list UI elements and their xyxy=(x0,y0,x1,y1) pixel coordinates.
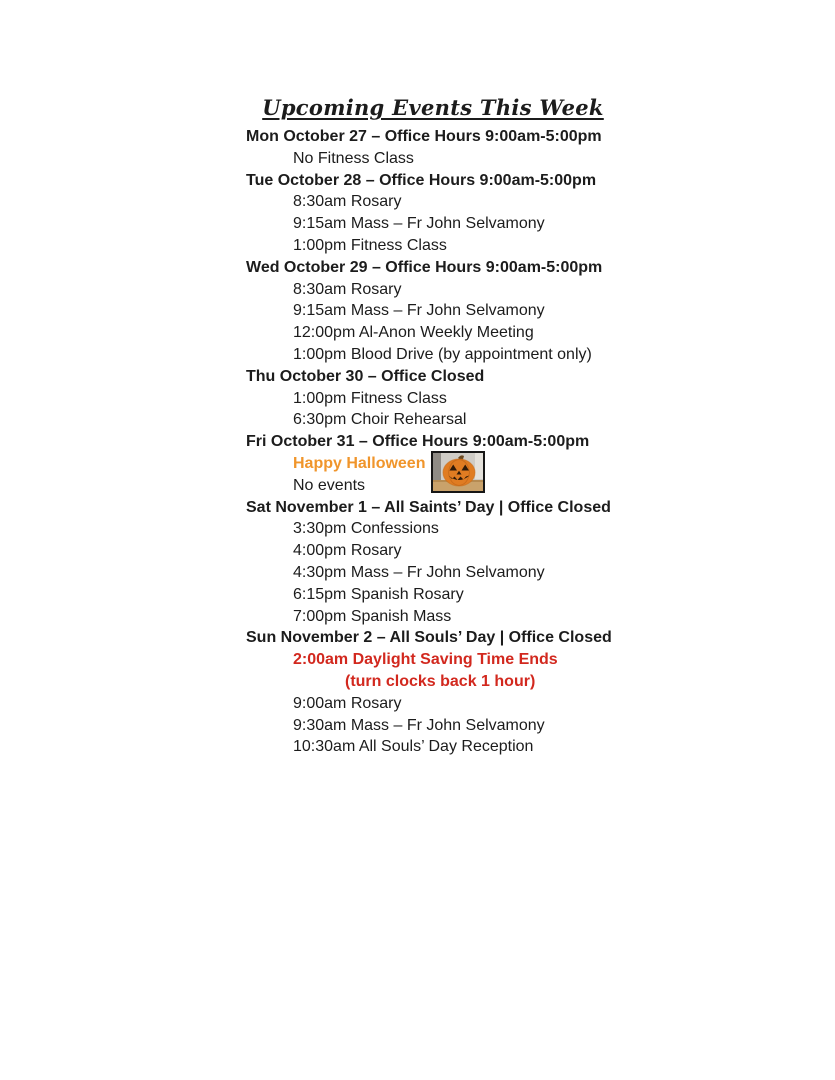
event-item xyxy=(246,344,626,366)
event-item xyxy=(246,148,626,170)
event-item xyxy=(246,235,626,257)
day-header: Mon October 27 – Office Hours 9:00am-5:00pm xyxy=(246,128,602,145)
day-header: Sat November 1 – All Saints’ Day | Office Closed xyxy=(246,498,611,516)
event-text: 7:00pm Spanish Mass xyxy=(293,607,452,625)
event-item xyxy=(246,453,626,475)
event-text: 9:15am Mass – Fr John Selvamony xyxy=(293,302,545,320)
event-item xyxy=(246,279,626,301)
event-item xyxy=(246,518,626,540)
page-title: Upcoming Events This Week xyxy=(262,95,604,120)
event-text: 9:15am Mass – Fr John Selvamony xyxy=(293,215,545,233)
event-text: 3:30pm Confessions xyxy=(293,520,439,538)
jack-o-lantern-icon xyxy=(433,453,483,491)
event-text: 2:00am Daylight Saving Time Ends xyxy=(293,651,558,669)
day-header: Fri October 31 – Office Hours 9:00am-5:00pm xyxy=(246,433,590,451)
event-text: No Fitness Class xyxy=(293,149,414,167)
event-text: 1:00pm Fitness Class xyxy=(293,389,447,407)
event-item xyxy=(246,409,626,431)
event-item xyxy=(246,300,626,322)
event-text: 10:30am All Souls’ Day Reception xyxy=(293,738,534,756)
day-header: Sun November 2 – All Souls’ Day | Office Closed xyxy=(246,629,612,647)
day-header: Thu October 30 – Office Closed xyxy=(246,367,485,385)
event-item xyxy=(246,191,626,213)
event-item xyxy=(246,606,626,628)
event-item xyxy=(246,213,626,235)
event-text: 6:30pm Choir Rehearsal xyxy=(293,411,467,429)
content-column xyxy=(246,95,626,758)
event-item xyxy=(246,562,626,584)
event-item xyxy=(246,671,626,693)
pumpkin-image xyxy=(431,451,485,493)
event-text: Happy Halloween xyxy=(293,454,426,472)
day-header: Wed October 29 – Office Hours 9:00am-5:00pm xyxy=(246,258,603,276)
event-item xyxy=(246,649,626,671)
event-item xyxy=(246,540,626,562)
day-header: Tue October 28 – Office Hours 9:00am-5:00pm xyxy=(246,171,597,189)
event-item xyxy=(246,322,626,344)
event-text: 4:00pm Rosary xyxy=(293,542,402,560)
event-text: 9:00am Rosary xyxy=(293,694,402,712)
event-text: 8:30am Rosary xyxy=(293,280,402,298)
event-text: 6:15pm Spanish Rosary xyxy=(293,585,464,603)
event-text: 1:00pm Blood Drive (by appointment only) xyxy=(293,345,592,363)
event-item xyxy=(246,715,626,737)
event-text: 1:00pm Fitness Class xyxy=(293,236,447,254)
event-text: No events xyxy=(293,476,366,494)
event-item xyxy=(246,736,626,758)
event-text: 9:30am Mass – Fr John Selvamony xyxy=(293,716,545,734)
event-item xyxy=(246,584,626,606)
schedule xyxy=(246,126,626,758)
event-text: 4:30pm Mass – Fr John Selvamony xyxy=(293,563,545,581)
event-text: 12:00pm Al-Anon Weekly Meeting xyxy=(293,324,534,342)
event-item xyxy=(246,388,626,410)
event-text: 8:30am Rosary xyxy=(293,193,402,211)
event-item xyxy=(246,693,626,715)
event-text: (turn clocks back 1 hour) xyxy=(345,672,536,690)
